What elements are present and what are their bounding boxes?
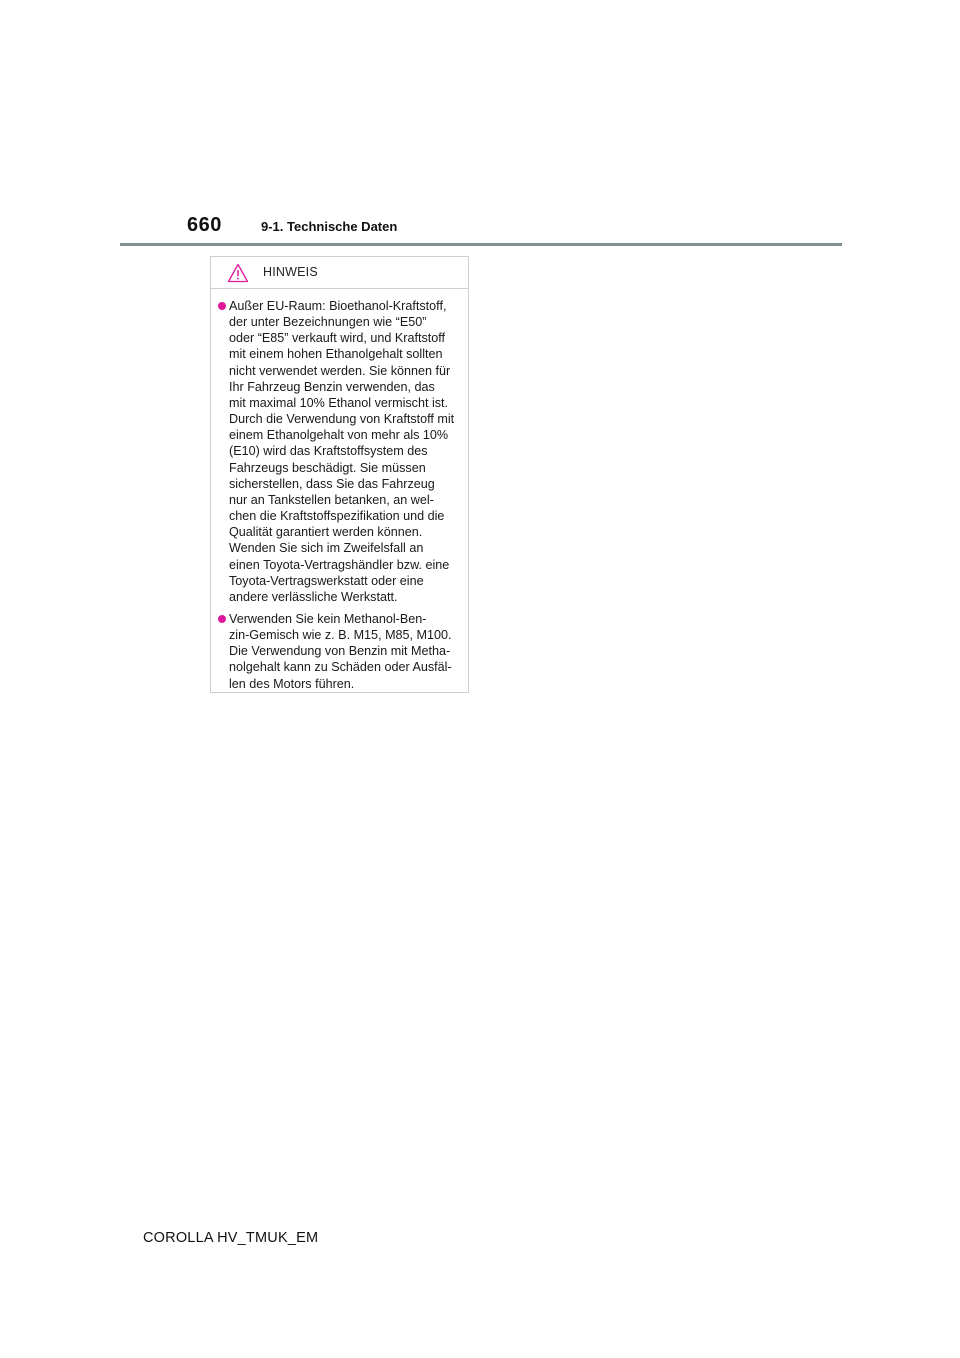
- bullet-dot-icon: [218, 615, 226, 623]
- section-title: 9-1. Technische Daten: [261, 219, 398, 234]
- notice-body: [211, 289, 468, 692]
- bullet-dot-icon: [218, 302, 226, 310]
- notice-item-text: Außer EU-Raum: Bioethanol-Kraftstoff, der unter Bezeichnungen wie “E50” oder “E85” verkauft wird, und Kraftstoff mit einem hohen Ethanolgehalt sollten nicht verwendet werden. Sie können für Ihr Fahrzeug Benzin verwenden, das mit maximal 10% Ethanol vermischt ist. Durch die Verwendung von Kraftstoff mit einem Ethanolgehalt von mehr als 10% (E10) wird das Kraftstoffsystem des Fahrzeugs beschädigt. Sie müssen sicherstellen, dass Sie das Fahrzeug nur an Tankstellen betanken, an wel- chen die Kraftstoffspezifikation und die Qualität garantiert werden können. Wenden Sie sich im Zweifelsfall an einen Toyota-Vertragshändler bzw. eine Toyota-Vertragswerkstatt oder eine andere verlässliche Werkstatt.: [229, 299, 455, 604]
- notice-box: [210, 256, 469, 693]
- notice-label: HINWEIS: [263, 265, 318, 279]
- notice-header: [211, 257, 468, 289]
- footer-model-code: COROLLA HV_TMUK_EM: [143, 1230, 319, 1246]
- notice-item-ethanol: [218, 298, 462, 605]
- notice-item-methanol: [218, 611, 462, 692]
- page-number: 660: [187, 214, 222, 236]
- warning-triangle-icon: [227, 263, 249, 283]
- notice-item-text: Verwenden Sie kein Methanol-Ben- zin-Gemisch wie z. B. M15, M85, M100. Die Verwendung von Benzin mit Metha- nolgehalt kann zu Schäden oder Ausfäl- len des Motors führen.: [229, 611, 452, 691]
- header-divider: [120, 243, 842, 246]
